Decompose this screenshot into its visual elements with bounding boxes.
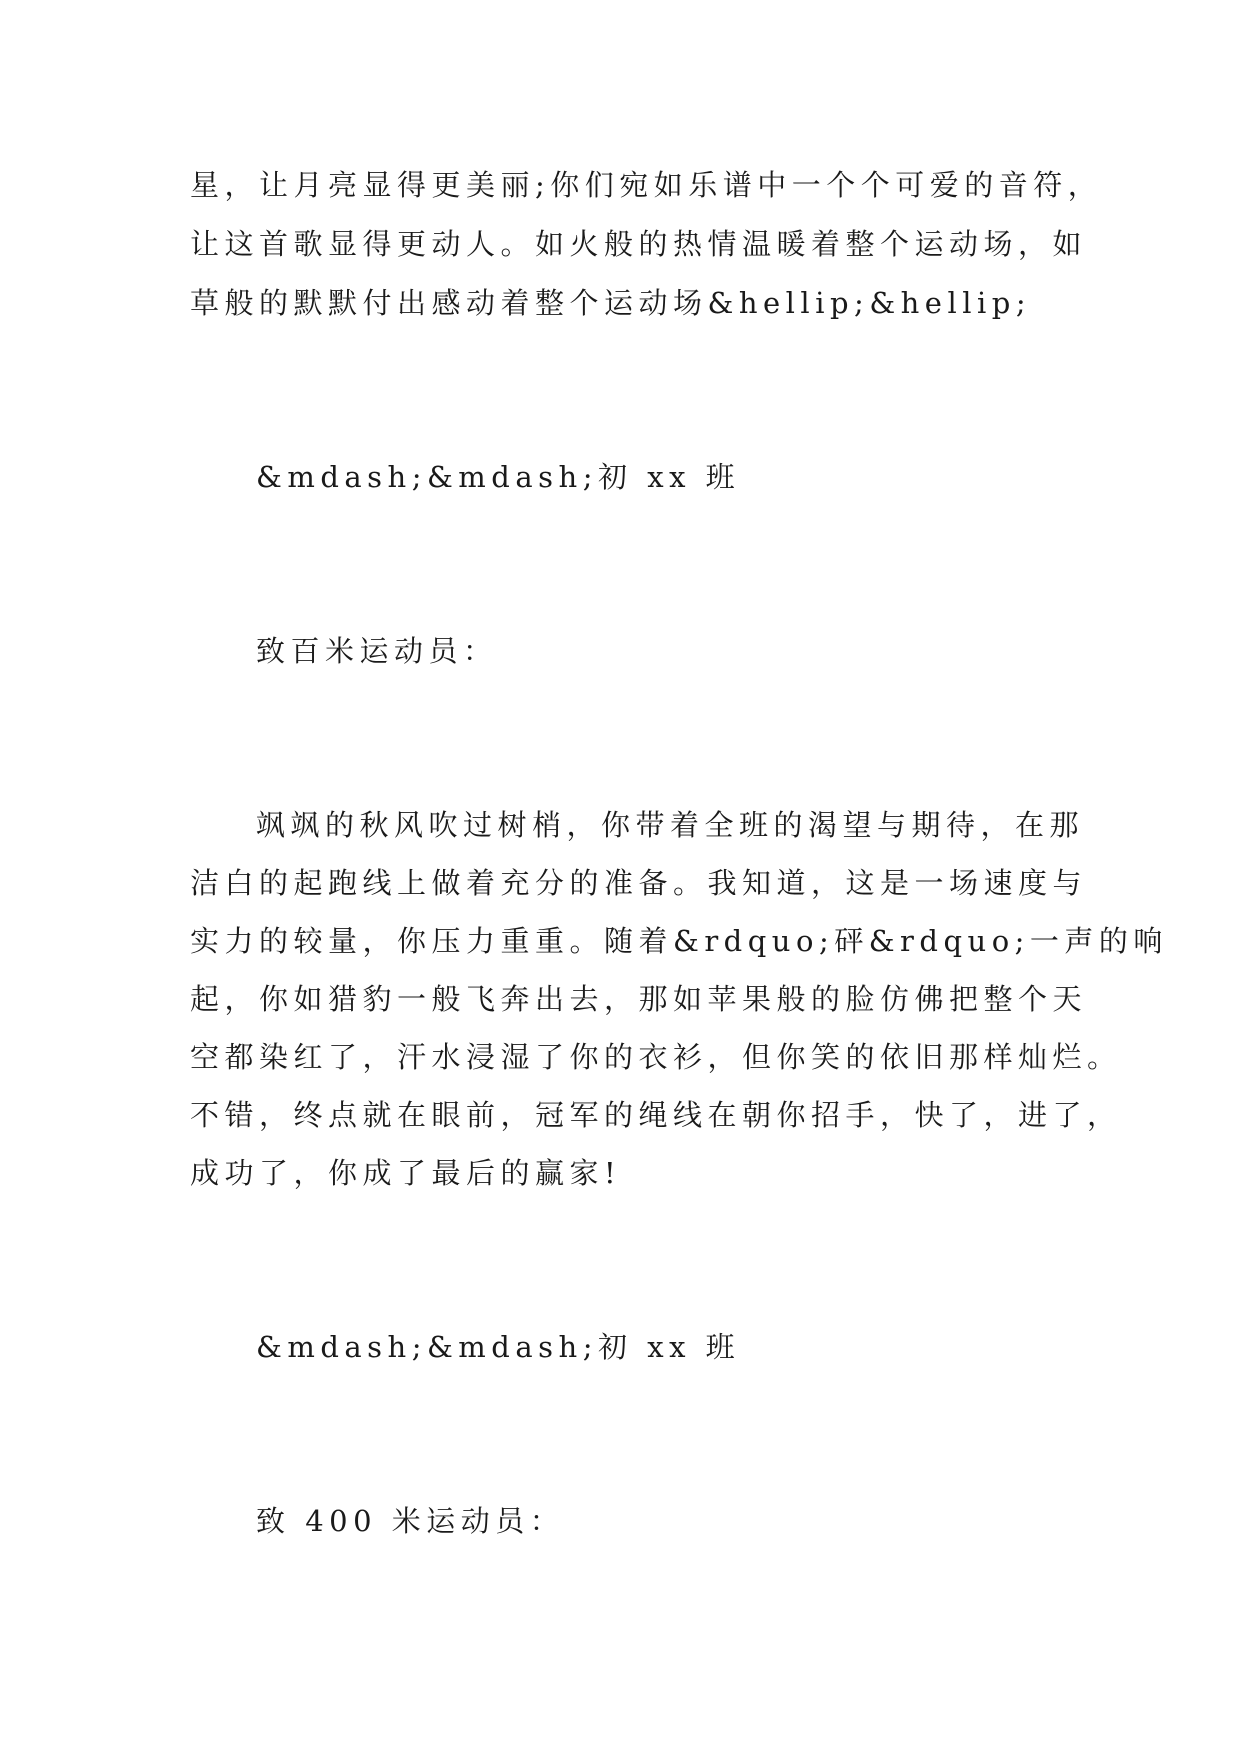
paragraph-2-line-5: 空都染红了，汗水浸湿了你的衣衫，但你笑的依旧那样灿烂。 xyxy=(190,1040,1122,1074)
paragraph-2-line-6: 不错，终点就在眼前，冠军的绳线在朝你招手，快了，进了， xyxy=(190,1098,1122,1132)
paragraph-2-line-4: 起，你如猎豹一般飞奔出去，那如苹果般的脸仿佛把整个天 xyxy=(190,982,1088,1016)
paragraph-1-line-2: 让这首歌显得更动人。如火般的热情温暖着整个运动场，如 xyxy=(190,227,1088,261)
heading-100m: 致百米运动员： xyxy=(256,634,498,668)
paragraph-1-line-1: 星，让月亮显得更美丽;你们宛如乐谱中一个个可爱的音符， xyxy=(190,168,1103,202)
paragraph-2-line-3: 实力的较量，你压力重重。随着&rdquo;砰&rdquo;一声的响 xyxy=(190,924,1168,958)
paragraph-1-line-3: 草般的默默付出感动着整个运动场&hellip;&hellip; xyxy=(190,286,1032,320)
signature-2: &mdash;&mdash;初 xx 班 xyxy=(256,1330,741,1364)
signature-1: &mdash;&mdash;初 xx 班 xyxy=(256,460,741,494)
paragraph-2-line-1: 飒飒的秋风吹过树梢，你带着全班的渴望与期待，在那 xyxy=(256,808,1085,842)
paragraph-2-line-7: 成功了，你成了最后的赢家! xyxy=(190,1156,622,1190)
heading-400m: 致 400 米运动员： xyxy=(256,1504,565,1538)
paragraph-2-line-2: 洁白的起跑线上做着充分的准备。我知道，这是一场速度与 xyxy=(190,866,1088,900)
